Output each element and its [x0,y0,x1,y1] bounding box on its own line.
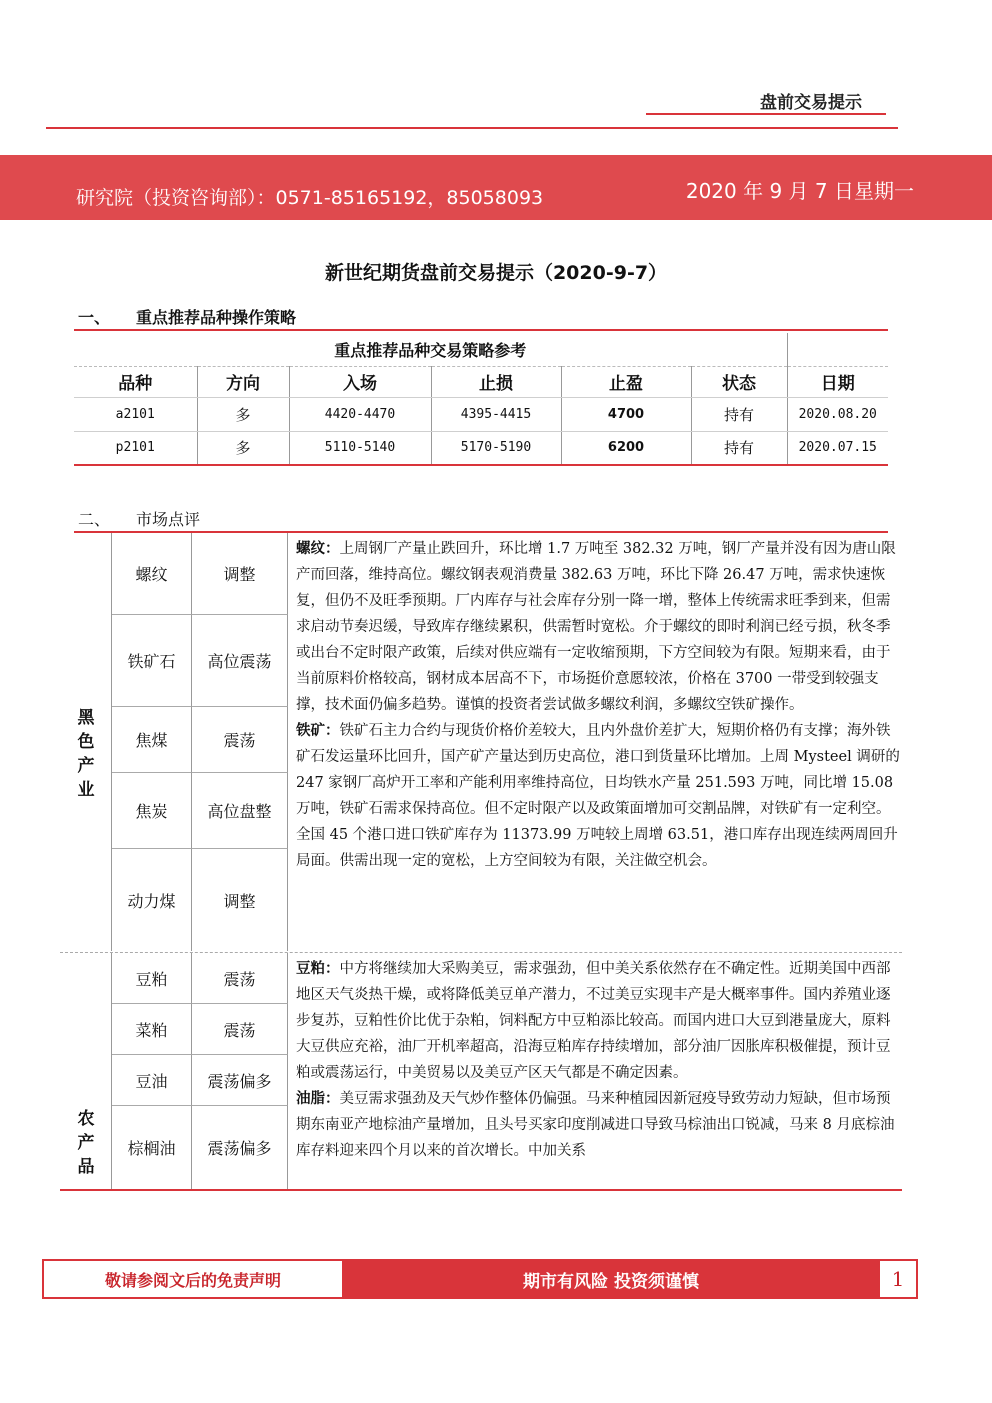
footer [42,1259,918,1299]
item-status: 震荡偏多 [192,1055,288,1106]
section-1-number: 一、 [78,308,111,327]
category-char: 产 [77,1133,95,1153]
cell-status: 持有 [691,431,787,465]
category-char: 色 [77,732,95,752]
section-1-rule [74,329,888,331]
black-commentary [296,536,900,874]
contact-banner [0,155,992,220]
item-status: 高位震荡 [192,615,288,707]
item-name: 棕榈油 [112,1106,192,1189]
agri-commentary [296,956,900,1188]
section-2-heading [78,507,200,530]
item-name: 豆粕 [112,953,192,1004]
comment-paragraph [296,536,900,718]
item-name: 菜粕 [112,1004,192,1055]
item-status: 高位盘整 [192,773,288,849]
section-2-number: 二、 [78,510,111,529]
column-header-entry: 入场 [289,366,431,397]
item-status: 震荡 [192,953,288,1004]
category-label-black [60,706,112,802]
comment-text: 美豆需求强劲及天气炒作整体仍偏强。马来种植园因新冠疫导致劳动力短缺，但市场预期东南亚产地棕油产量增加，且头号买家印度削减进口导致马棕油出口锐减，马来 8 月底棕油库存料迎来四个月以来的首次增长。中加关系 [296,1091,895,1159]
cell-entry: 5110-5140 [289,431,431,465]
cell-entry: 4420-4470 [289,397,431,431]
item-status: 震荡 [192,1004,288,1055]
header-rule [46,127,898,129]
item-status: 调整 [192,849,288,951]
item-name: 焦炭 [112,773,192,849]
market-review-bottom-rule [60,1189,902,1191]
comment-paragraph [296,718,900,874]
cell-stop-loss: 4395-4415 [431,397,561,431]
category-label-agri [60,1107,112,1179]
category-char: 产 [77,756,95,776]
header-tag: 盘前交易提示 [760,93,862,113]
table-row [74,397,888,431]
column-header-status: 状态 [691,366,787,397]
cell-variety: p2101 [74,431,197,465]
item-status: 震荡偏多 [192,1106,288,1189]
comment-text: 上周钢厂产量止跌回升，环比增 1.7 万吨至 382.32 万吨，钢厂产量并没有因为唐山限产而回落，维持高位。螺纹钢表观消费量 382.63 万吨，环比下降 26.47 万吨，需求快速恢复，但仍不及旺季预期。厂内库存与社会库存分别一降一增，整体上传统需求旺季到来，但需求启动节奏迟缓，导致库存继续累积，供需暂时宽松。介于螺纹的即时利润已经亏损，秋冬季或出台不定时限产政策，后续对供应端有一定收缩预期，下方空间较为有限。短期来看，由于当前原料价格较高，钢材成本居高不下，市场挺价意愿较浓，价格在 3700 一带受到较强支撑，技术面仍偏多趋势。谨慎的投资者尝试做多螺纹利润，多螺纹空铁矿操作。 [296,541,896,713]
cell-stop-loss: 5170-5190 [431,431,561,465]
category-char: 黑 [77,708,95,728]
header-tag-underline [646,113,886,115]
document-title: 新世纪期货盘前交易提示（2020-9-7） [324,262,668,284]
cell-variety: a2101 [74,397,197,431]
disclaimer-link[interactable]: 敬请参阅文后的免责声明 [42,1259,344,1299]
comment-label: 螺纹： [296,541,340,557]
item-status: 调整 [192,533,288,615]
item-name: 焦煤 [112,707,192,773]
section-2-title: 市场点评 [136,510,201,529]
cell-date: 2020.07.15 [787,431,888,465]
risk-warning: 期市有风险 投资须谨慎 [344,1259,878,1299]
section-1-title: 重点推荐品种操作策略 [136,308,297,327]
contact-info: 研究院（投资咨询部）：0571-85165192，85058093 [76,187,544,209]
strategy-table-caption: 重点推荐品种交易策略参考 [74,333,787,366]
strategy-table [74,333,888,466]
cell-direction: 多 [197,431,289,465]
category-char: 业 [77,780,95,800]
cell-status: 持有 [691,397,787,431]
column-header-date: 日期 [787,366,888,397]
comment-paragraph [296,1086,900,1164]
section-1-heading [78,305,296,328]
report-date: 2020 年 9 月 7 日星期一 [685,179,914,203]
column-header-variety: 品种 [74,366,197,397]
item-name: 动力煤 [112,849,192,951]
comment-label: 豆粕： [296,961,340,977]
comment-label: 油脂： [296,1091,340,1107]
cell-take-profit: 4700 [561,397,691,431]
table-row [74,431,888,465]
comment-label: 铁矿： [296,723,340,739]
column-header-direction: 方向 [197,366,289,397]
item-status: 震荡 [192,707,288,773]
item-name: 豆油 [112,1055,192,1106]
cell-date: 2020.08.20 [787,397,888,431]
category-char: 农 [77,1109,95,1129]
category-char: 品 [77,1157,95,1177]
item-name: 铁矿石 [112,615,192,707]
column-header-take-profit: 止盈 [561,366,691,397]
strategy-table-caption-blank [787,333,888,366]
comment-text: 中方将继续加大采购美豆，需求强劲，但中美关系依然存在不确定性。近期美国中西部地区天气炎热干燥，或将降低美豆单产潜力，不过美豆实现丰产是大概率事件。国内养殖业逐步复苏，豆粕性价比优于杂粕，饲料配方中豆粕添比较高。而国内进口大豆到港量庞大，原料大豆供应充裕，油厂开机率超高，沿海豆粕库存持续增加，部分油厂因胀库积极催提，预计豆粕或震荡运行，中美贸易以及美豆产区天气都是不确定因素。 [296,961,891,1081]
page-number: 1 [878,1259,918,1299]
column-header-stop-loss: 止损 [431,366,561,397]
comment-paragraph [296,956,900,1086]
cell-take-profit: 6200 [561,431,691,465]
cell-direction: 多 [197,397,289,431]
item-name: 螺纹 [112,533,192,615]
comment-text: 铁矿石主力合约与现货价格价差较大，且内外盘价差扩大，短期价格仍有支撑；海外铁矿石发运量环比回升，国产矿产量达到历史高位，港口到货量环比增加。上周 Mysteel 调研的 247 家钢厂高炉开工率和产能利用率维持高位，日均铁水产量 251.593 万吨，同比增 15.08 万吨，铁矿石需求保持高位。但不定时限产以及政策面增加可交割品牌，对铁矿有一定利空。全国 45 个港口进口铁矿库存为 11373.99 万吨较上周增 63.51，港口库存出现连续两周回升局面。供需出现一定的宽松，上方空间较为有限，关注做空机会。 [296,723,900,869]
